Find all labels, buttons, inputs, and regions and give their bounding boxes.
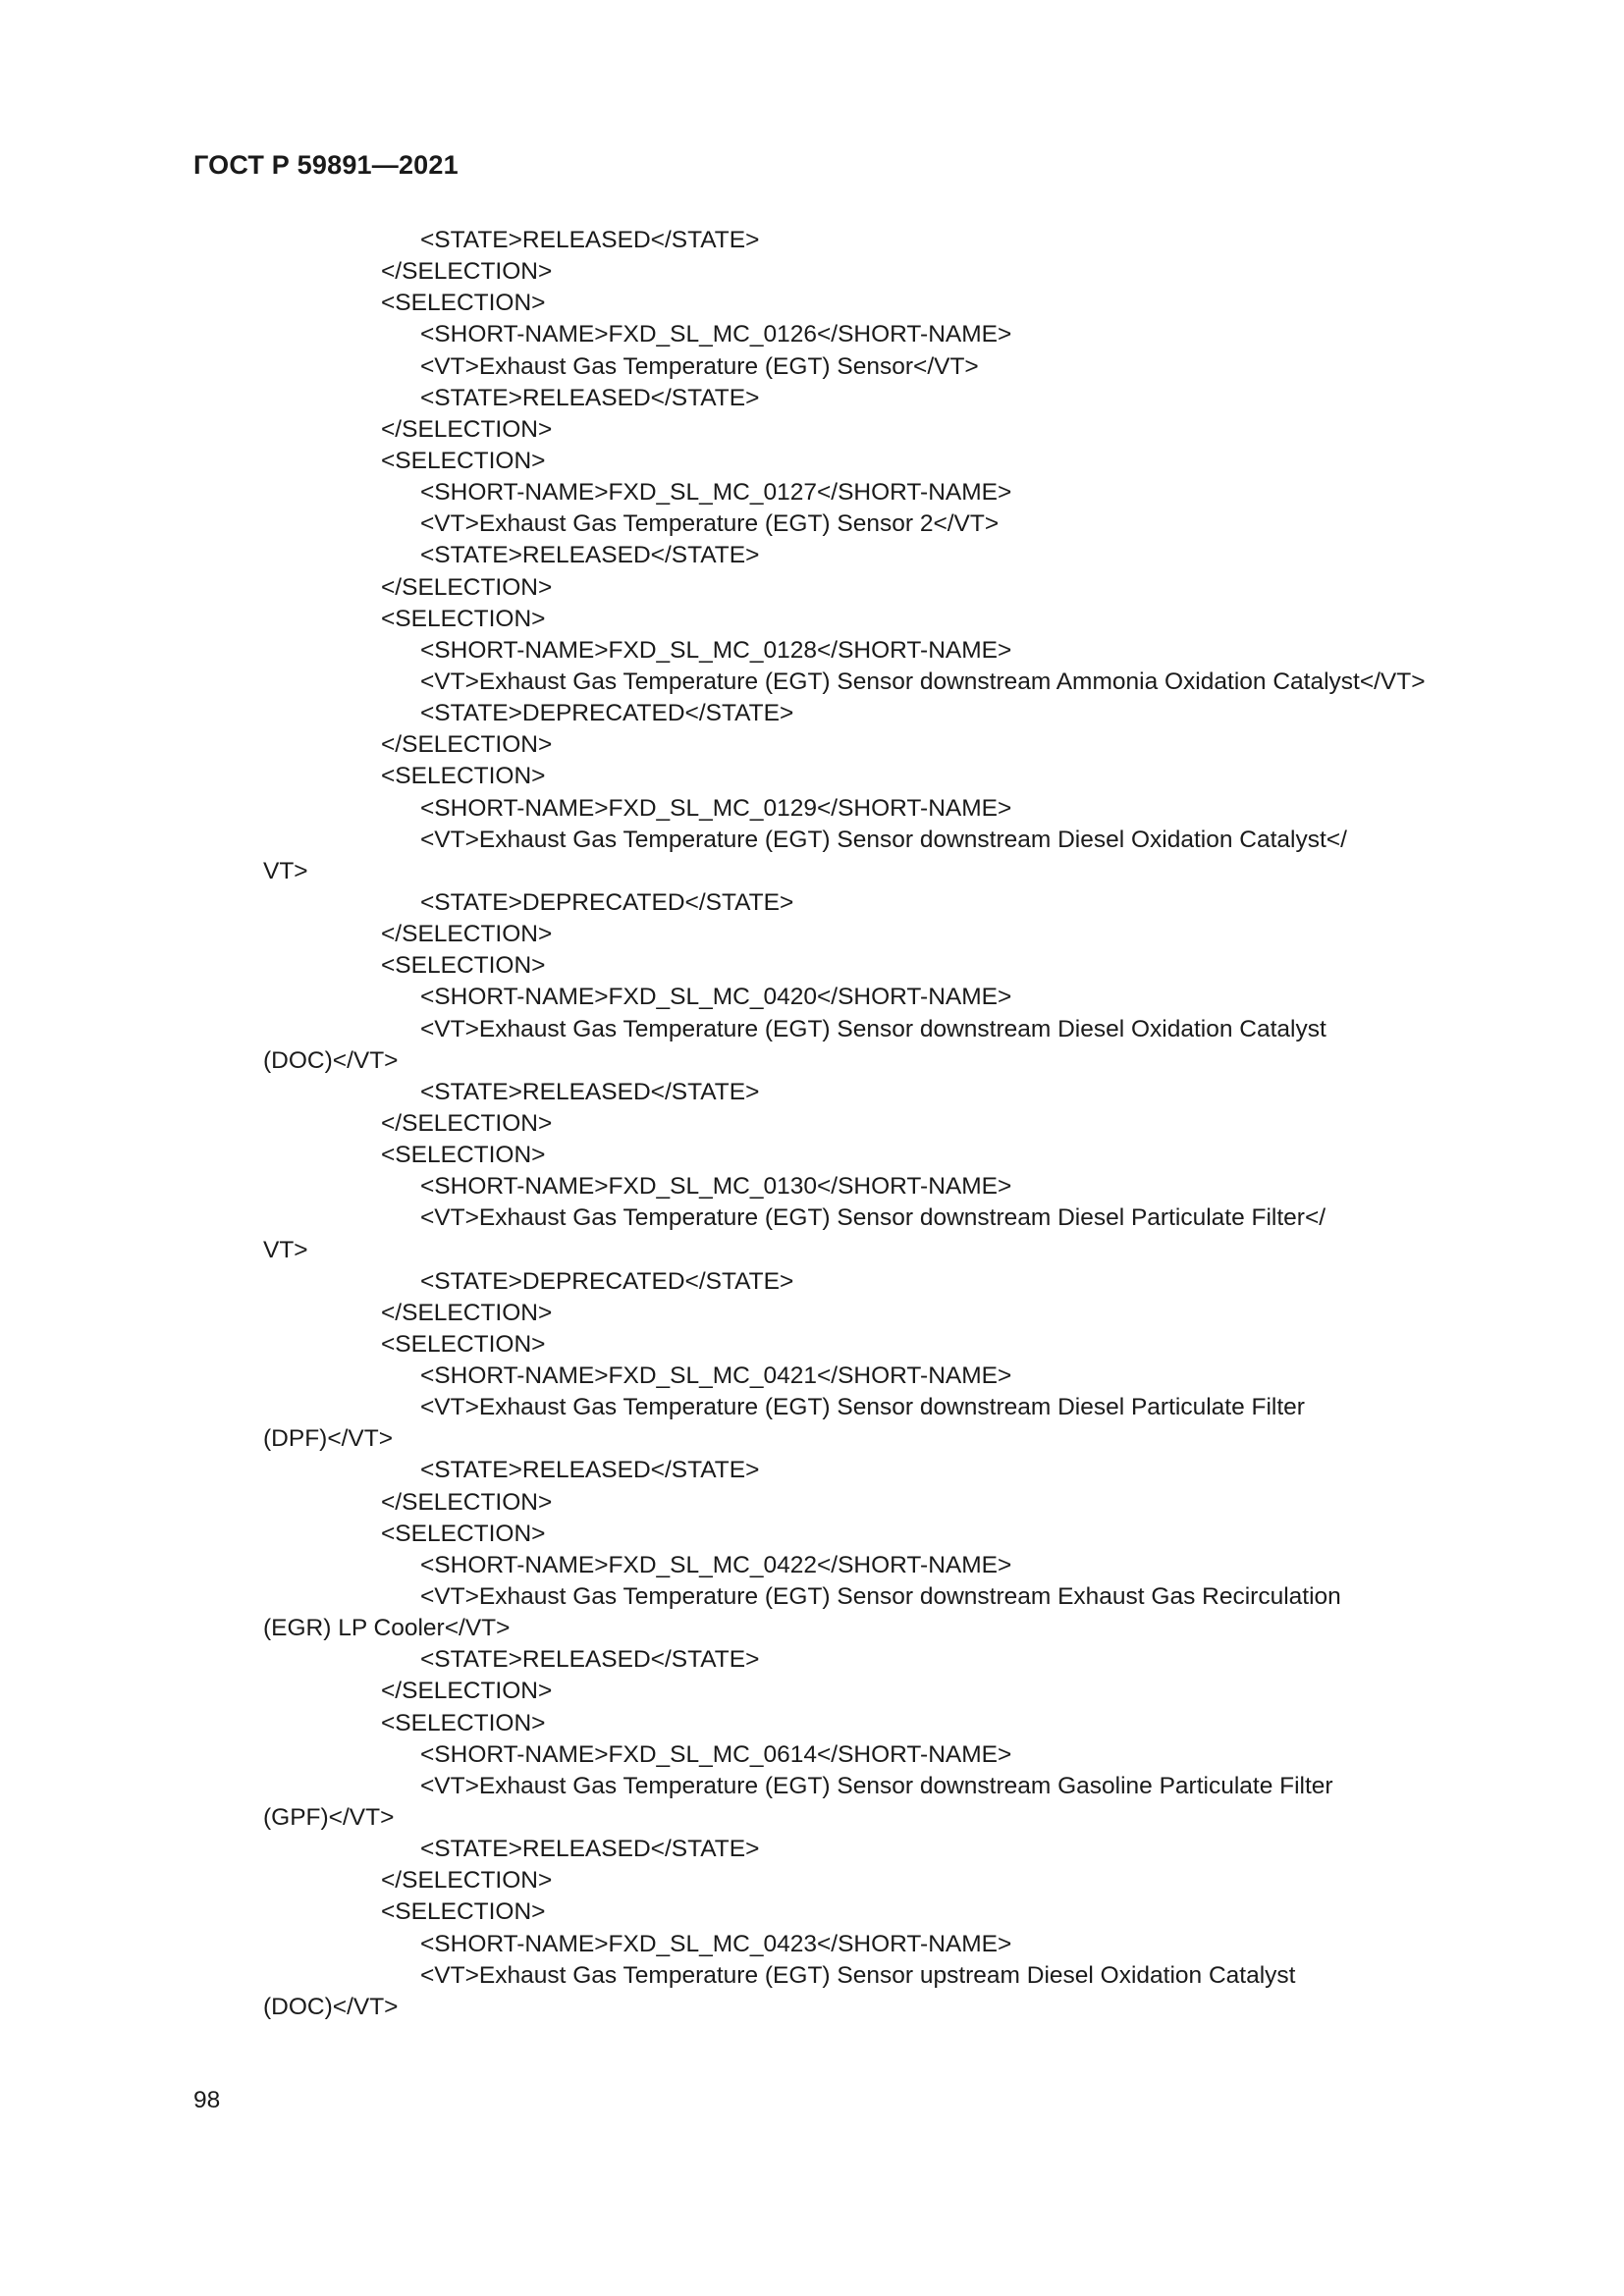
code-line: <STATE>RELEASED</STATE> — [420, 1836, 760, 1863]
standard-code-header: ГОСТ Р 59891—2021 — [193, 150, 459, 180]
code-line: <VT>Exhaust Gas Temperature (EGT) Sensor downstream Exhaust Gas Recirculation — [420, 1583, 1341, 1611]
code-line: VT> — [263, 857, 308, 884]
code-line: <VT>Exhaust Gas Temperature (EGT) Sensor downstream Diesel Oxidation Catalyst</ — [420, 826, 1347, 853]
code-line: <SELECTION> — [381, 952, 546, 980]
code-line: (EGR) LP Cooler</VT> — [263, 1615, 511, 1642]
code-line: <VT>Exhaust Gas Temperature (EGT) Sensor downstream Diesel Oxidation Catalyst — [420, 1015, 1326, 1042]
code-line: </SELECTION> — [381, 731, 553, 759]
xml-code-block — [0, 225, 1624, 2023]
code-line: <SELECTION> — [381, 1898, 546, 1926]
code-line: <SHORT-NAME>FXD_SL_MC_0422</SHORT-NAME> — [420, 1551, 1012, 1578]
code-line: <SELECTION> — [381, 605, 546, 632]
code-line: <SELECTION> — [381, 447, 546, 474]
code-line: </SELECTION> — [381, 1488, 553, 1516]
code-line: <STATE>RELEASED</STATE> — [420, 542, 760, 569]
code-line: (DOC)</VT> — [263, 1046, 399, 1074]
code-line: <STATE>RELEASED</STATE> — [420, 384, 760, 411]
code-line: <SHORT-NAME>FXD_SL_MC_0421</SHORT-NAME> — [420, 1362, 1012, 1390]
code-line: <STATE>RELEASED</STATE> — [420, 1457, 760, 1484]
code-line: <SHORT-NAME>FXD_SL_MC_0423</SHORT-NAME> — [420, 1930, 1012, 1957]
code-line: <SHORT-NAME>FXD_SL_MC_0614</SHORT-NAME> — [420, 1740, 1012, 1768]
page-number: 98 — [193, 2087, 221, 2113]
code-line: <STATE>DEPRECATED</STATE> — [420, 700, 794, 727]
code-line: <STATE>DEPRECATED</STATE> — [420, 888, 794, 916]
code-line: <STATE>DEPRECATED</STATE> — [420, 1267, 794, 1295]
code-line: <SHORT-NAME>FXD_SL_MC_0130</SHORT-NAME> — [420, 1173, 1012, 1201]
code-line: VT> — [263, 1236, 308, 1263]
code-line: <SELECTION> — [381, 1520, 546, 1547]
code-line: <VT>Exhaust Gas Temperature (EGT) Sensor downstream Diesel Particulate Filter — [420, 1394, 1305, 1421]
code-line: (DPF)</VT> — [263, 1425, 394, 1453]
code-line: <SHORT-NAME>FXD_SL_MC_0129</SHORT-NAME> — [420, 794, 1012, 822]
code-line: <SHORT-NAME>FXD_SL_MC_0127</SHORT-NAME> — [420, 479, 1012, 507]
code-line: </SELECTION> — [381, 921, 553, 948]
code-line: <SHORT-NAME>FXD_SL_MC_0126</SHORT-NAME> — [420, 321, 1012, 348]
code-line: </SELECTION> — [381, 573, 553, 601]
code-line: <SHORT-NAME>FXD_SL_MC_0128</SHORT-NAME> — [420, 636, 1012, 664]
code-line: <VT>Exhaust Gas Temperature (EGT) Sensor downstream Diesel Particulate Filter</ — [420, 1204, 1326, 1232]
code-line: </SELECTION> — [381, 1299, 553, 1326]
code-line: </SELECTION> — [381, 1678, 553, 1705]
code-line: <STATE>RELEASED</STATE> — [420, 227, 760, 253]
code-line: <STATE>RELEASED</STATE> — [420, 1078, 760, 1105]
code-line: (DOC)</VT> — [263, 1993, 399, 2020]
code-line: <SELECTION> — [381, 290, 546, 317]
code-line: <SHORT-NAME>FXD_SL_MC_0420</SHORT-NAME> — [420, 984, 1012, 1011]
code-line: <VT>Exhaust Gas Temperature (EGT) Sensor upstream Diesel Oxidation Catalyst — [420, 1961, 1296, 1989]
code-line: (GPF)</VT> — [263, 1804, 395, 1832]
code-line: </SELECTION> — [381, 1867, 553, 1895]
code-line: <SELECTION> — [381, 763, 546, 790]
code-line: <SELECTION> — [381, 1330, 546, 1358]
code-line: </SELECTION> — [381, 415, 553, 443]
code-line: <STATE>RELEASED</STATE> — [420, 1646, 760, 1674]
code-line: <VT>Exhaust Gas Temperature (EGT) Sensor downstream Gasoline Particulate Filter — [420, 1772, 1333, 1799]
code-line: <VT>Exhaust Gas Temperature (EGT) Sensor</VT> — [420, 352, 979, 380]
code-line: <SELECTION> — [381, 1142, 546, 1169]
code-line: <SELECTION> — [381, 1709, 546, 1736]
code-line: </SELECTION> — [381, 1109, 553, 1137]
code-line: <VT>Exhaust Gas Temperature (EGT) Sensor downstream Ammonia Oxidation Catalyst</VT> — [420, 667, 1426, 695]
code-line: </SELECTION> — [381, 258, 553, 286]
code-line: <VT>Exhaust Gas Temperature (EGT) Sensor 2</VT> — [420, 510, 1000, 538]
